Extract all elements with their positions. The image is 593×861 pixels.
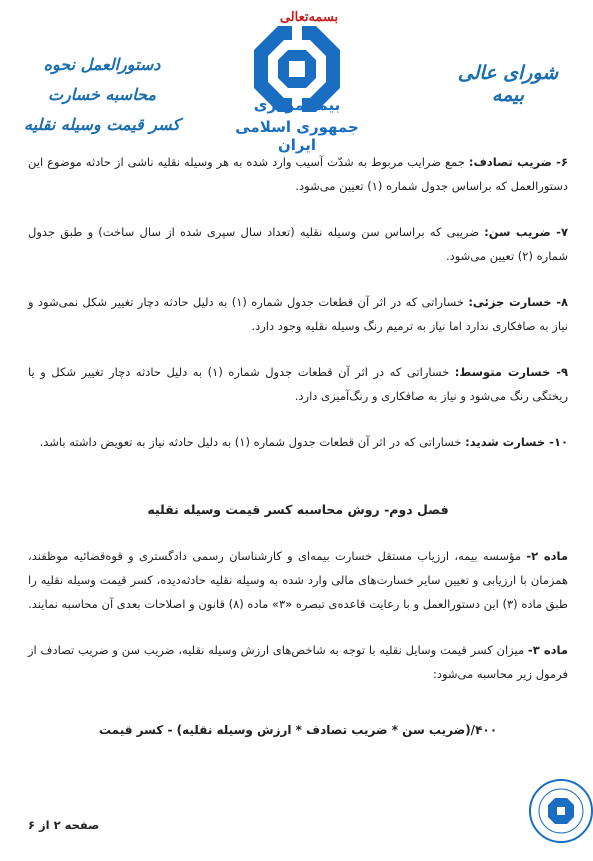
document-title-line2: کسر قیمت وسیله نقلیه — [24, 115, 180, 134]
formula: ۴۰۰/(ضریب سن * ضریب تصادف * ارزش وسیله نقلیه) - کسر قیمت — [98, 723, 498, 737]
definition-paragraph: ۶- ضریب تصادف: جمع ضرایب مربوط به شدّت آسیب وارد شده به هر وسیله نقلیه ناشی از حادثه موضوع این دستورالعمل که براساس جدول شماره (۱) تعیین می‌شود. — [28, 155, 568, 193]
section-heading: فصل دوم- روش محاسبه کسر قیمت وسیله نقلیه — [147, 502, 449, 517]
document-body — [28, 150, 568, 742]
council-title: شورای عالی بیمه — [457, 62, 559, 106]
page-header — [0, 0, 593, 154]
document-title-line1: دستورالعمل نحوه محاسبه خسارت — [43, 55, 161, 104]
document-title — [22, 50, 182, 140]
definition-paragraph: ۷- ضریب سن: ضریبی که براساس سن وسیله نقلیه (تعداد سال سپری شده از سال ساخت) و طبق جدول شماره (۲) تعیین می‌شود. — [28, 225, 568, 263]
definition-paragraph: ۹- خسارت متوسط: خساراتی که در اثر آن قطعات جدول شماره (۱) به دلیل حادثه دچار تغییر شکل و یا ریختگی رنگ می‌شود و نیاز به صافکاری و رنگ‌آمیزی دارد. — [28, 365, 569, 403]
definition-paragraph: ۸- خسارت جزئی: خساراتی که در اثر آن قطعات جدول شماره (۱) به دلیل حادثه دچار تغییر شکل نمی‌شود و نیاز به صافکاری ندارد اما نیاز به ترمیم رنگ وسیله نقلیه وجود دارد. — [28, 295, 568, 333]
org-name-line1: بیمه مرکزی — [253, 96, 341, 114]
definition-paragraph: ۱۰- خسارت شدید: خساراتی که در اثر آن قطعات جدول شماره (۱) به دلیل حادثه نیاز به تعویض داشته باشد. — [39, 435, 568, 449]
organization-seal-icon — [528, 778, 593, 844]
article-paragraph: ماده ۲- مؤسسه بیمه، ارزیاب مستقل خسارت بیمه‌ای و کارشناسان رسمی دادگستری و قوه‌قضائیه موظفند، همزمان با ارزیابی و تعیین سایر خسارت‌های مالی وارد شده به وسیله نقلیه حادثه‌دیده، کسر قیمت وسیله نقلیه را طبق ماده (۳) این دستورالعمل و با رعایت قاعده‌ی تبصره «۳» ماده (۸) قانون و اصلاحات بعدی آن محاسبه نمایند. — [28, 549, 568, 611]
bismillah-text: بسمه‌تعالی — [279, 10, 339, 25]
article-paragraph: ماده ۳- میزان کسر قیمت وسایل نقلیه با توجه به شاخص‌های ارزش وسیله نقلیه، ضریب سن و ضریب تصادف از فرمول زیر محاسبه می‌شود: — [28, 643, 568, 681]
org-name-line2: جمهوری اسلامی ایران — [235, 118, 359, 154]
page-number: صفحه ۲ از ۶ — [28, 818, 100, 832]
